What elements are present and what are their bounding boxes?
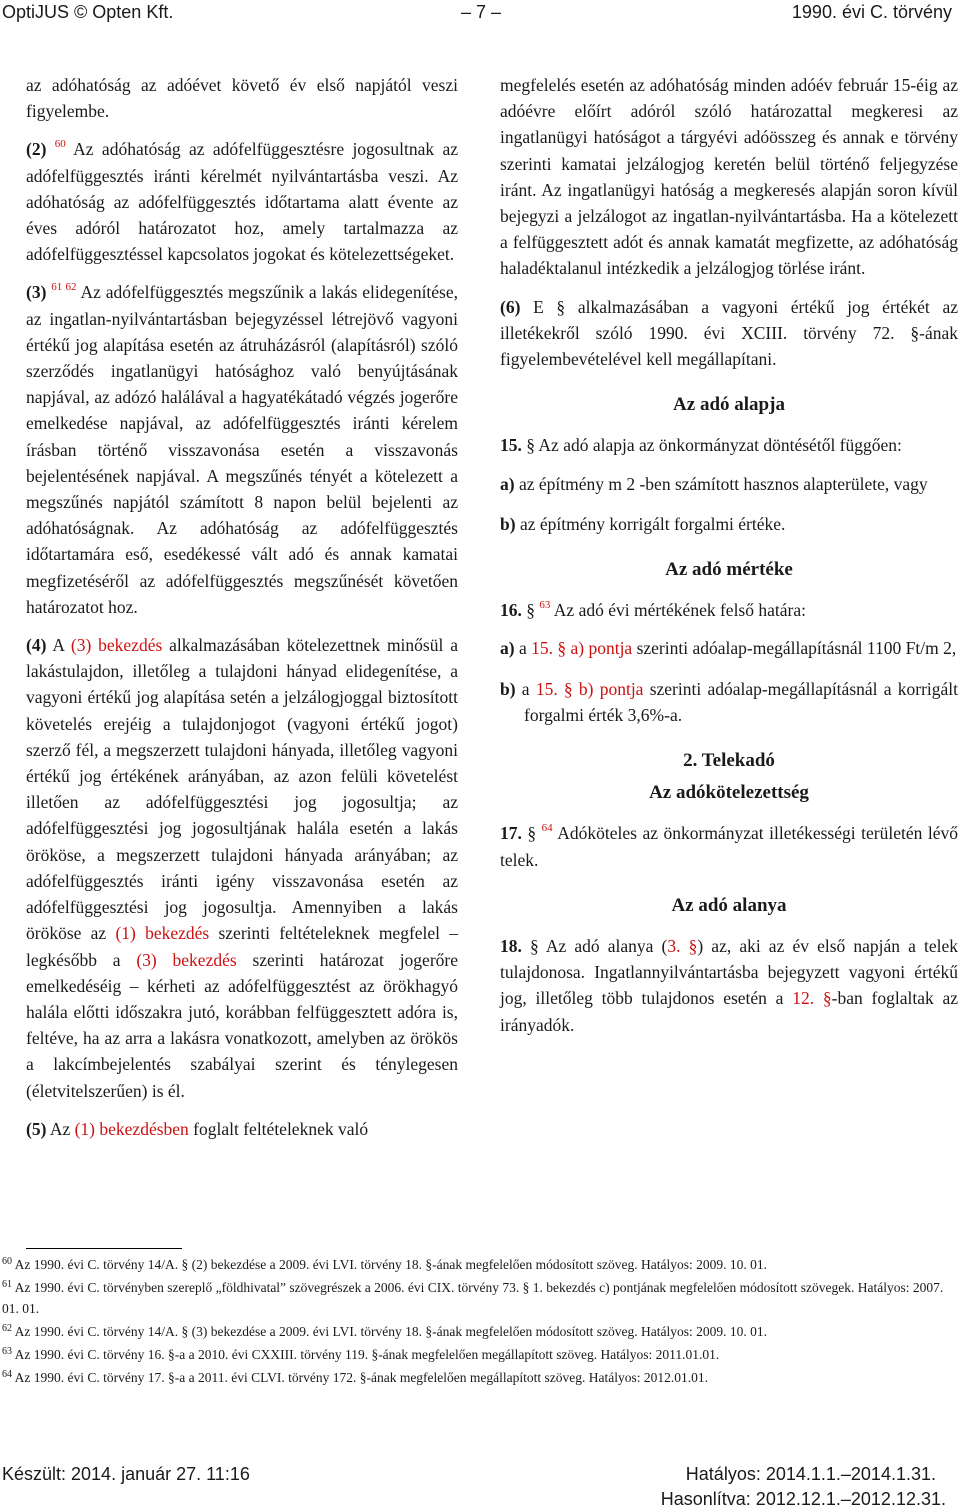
footnote-61: [2, 1277, 958, 1319]
paragraph-4: [26, 632, 458, 1104]
footnote-64: [2, 1367, 958, 1388]
link-1-bekezdesben[interactable]: (1) bekezdésben: [74, 1118, 189, 1139]
paragraph-text: Az: [49, 1118, 71, 1139]
footnote-ref-64[interactable]: 64: [541, 822, 553, 835]
paragraph-text: Az adóhatóság az adófelfüggesztésre jogosultnak az adófelfüggesztés iránti kérelmét nyilvántartásba veszi. Az adóhatóság az adófelfüggesztés időtartama alatt évente az éves adóról határozatot hoz, amely tartalmazza az adófelfüggesztéssel kapcsolatos jogokat és kötelezettségeket.: [26, 139, 459, 265]
header-page-number: – 7 –: [461, 2, 502, 22]
right-column: [500, 72, 958, 1050]
paragraph-text: E § alkalmazásában a vagyoni értékű jog értékét az illetékekről szóló 1990. évi XCIII. törvény 72. §-ának figyelembevételével kell megállapítani.: [500, 296, 958, 370]
section-text: ) az, aki az év első napján a telek tulajdonosa. Ingatlannyilvántartásba bejegyzett vagyoni értékű jog, illetőleg több tulajdonos esetén a: [500, 936, 959, 1009]
header-law-title: 1990. évi C. törvény: [791, 2, 952, 22]
paragraph-label: (2): [26, 139, 47, 160]
section-text: -ban foglaltak az irányadók.: [500, 988, 959, 1035]
section-17: [500, 820, 958, 872]
paragraph-text: alkalmazásában kötelezettnek minősül a lakástulajdon, illetőleg a tulajdoni hányad elidegenítése, a vagyoni értékű jog alapítása setén a jelzálogjoggal biztosított követelés erejéig a tulajdonjogot (vagyoni értékű jogot) szerző fél, a megszerzett tulajdoni hányada, illetőleg vagyoni értékű jog értékének arányában, az azon felüli követelést illetően az adófelfüggesztési jog jogosultja; az adófelfüggesztési jog jogosultjának halála esetén a lakás örököse, a megszerzett tulajdoni hányada arányában; az adófelfüggesztés iránti igény visszavonása esetén az adófelfüggesztési jog jogosultja. Amennyiben a lakás örököse az: [26, 635, 458, 944]
list-item-16a: [500, 635, 958, 661]
section-sign: §: [527, 823, 537, 844]
link-3-bekezdes[interactable]: (3) bekezdés: [70, 635, 163, 656]
footnote-text: Az 1990. évi C. törvény 14/A. § (3) bekezdése a 2009. évi LVI. törvény 18. §-ának megfelelően módosított szöveg. Hatályos: 2009. 10. 01.: [14, 1324, 767, 1339]
footnotes: [2, 1254, 958, 1390]
section-sign: §: [526, 600, 535, 621]
section-heading-mertek: Az adó mértéke: [665, 559, 793, 581]
item-text: az építmény korrigált forgalmi értéke.: [519, 513, 786, 534]
item-text: az építmény m 2 -ben számított hasznos alapterülete, vagy: [518, 473, 928, 494]
paragraph-label: (3): [26, 282, 47, 303]
footnote-60: [2, 1254, 958, 1275]
list-item-16b: [500, 676, 958, 728]
paragraph-text: szerinti feltételeknek megfelel – legkésőbb a: [26, 923, 459, 970]
item-text: a: [518, 638, 527, 659]
paragraph-6: [500, 294, 958, 373]
footnote-text: Az 1990. évi C. törvényben szereplő „földhivatal” szövegrészek a 2006. évi CIX. törvény 73. § 1. bekezdés c) pontjának megfelelően módosított szövegek. Hatályos: 2007. 01. 01.: [2, 1280, 944, 1316]
paragraph-continuation: az adóhatóság az adóévet követő év első napjától veszi figyelembe.: [26, 75, 458, 122]
section-number: 17.: [500, 823, 522, 844]
footnote-63: [2, 1344, 958, 1365]
footnote-ref-60[interactable]: 60: [54, 138, 66, 151]
list-item-15a: [500, 471, 958, 497]
footer-effective: Hatályos: 2014.1.1.–2014.1.31.: [685, 1464, 936, 1484]
footnote-text: Az 1990. évi C. törvény 14/A. § (2) bekezdése a 2009. évi LVI. törvény 18. §-ának megfelelően módosított szöveg. Hatályos: 2009. 10. 01.: [14, 1257, 767, 1272]
footnote-text: Az 1990. évi C. törvény 16. §-a a 2010. évi CXXIII. törvény 119. §-ának megfelelően megállapított szöveg. Hatályos: 2011.01.01.: [14, 1347, 720, 1362]
paragraph-label: (4): [26, 635, 47, 656]
left-column: [26, 72, 458, 1154]
item-label: b): [500, 513, 516, 534]
footnote-number: 61: [2, 1279, 12, 1290]
page-header: [0, 0, 960, 26]
section-number: 18.: [500, 936, 522, 957]
link-15-a[interactable]: 15. § a) pontja: [531, 638, 633, 659]
footer-compared: Hasonlítva: 2012.12.1.–2012.12.31.: [660, 1489, 946, 1509]
paragraph-text: foglalt feltételeknek való: [193, 1118, 369, 1139]
section-heading-adokotelezettseg: Az adókötelezettség: [649, 782, 809, 804]
chapter-heading-telekado: 2. Telekadó: [683, 750, 775, 772]
footnote-number: 62: [2, 1323, 12, 1334]
section-15: [500, 432, 958, 458]
paragraph-text: Az adófelfüggesztés megszűnik a lakás elidegenítése, az ingatlan-nyilvántartásban bejegyzéssel létrejövő vagyoni értékű jog alapítása esetén az átruházásról (alapításról) szóló szerződés ingatlanügyi hatósághoz való benyújtásának napjával, az adózó halálával a hagyatékátadó végzés jogerőre emelkedése napjával, az adófelfüggesztés iránti kérelem írásban történő visszavonása esetén a visszavonás bejelentésének napjával. A megszűnés tényét a kötelezett a megszűnés napjától számított 8 napon belül bejelenti az adóhatóságnak. Az adóhatóság az adófelfüggesztés időtartamára eső, esedékessé vált adó és annak kamatai megfizetéséről az adófelfüggesztés megszűnését követően határozatot hoz.: [26, 282, 459, 617]
section-text: Az adó évi mértékének felső határa:: [553, 600, 806, 621]
paragraph-text: A: [52, 635, 64, 656]
item-label: a): [500, 638, 515, 659]
paragraph-5: [26, 1116, 458, 1142]
link-3-bekezdes-2[interactable]: (3) bekezdés: [136, 949, 237, 970]
footnote-number: 64: [2, 1369, 12, 1380]
footnote-ref-63[interactable]: 63: [539, 599, 551, 612]
footnote-text: Az 1990. évi C. törvény 17. §-a a 2011. évi CLVI. törvény 172. §-ának megfelelően megállapított szöveg. Hatályos: 2012.01.01.: [14, 1370, 708, 1385]
link-3-paragraph[interactable]: 3. §: [667, 936, 698, 957]
item-text: szerinti adóalap-megállapításnál 1100 Ft/m 2,: [636, 638, 957, 659]
paragraph-label: (5): [26, 1118, 47, 1139]
section-16: [500, 597, 958, 623]
paragraph-label: (6): [500, 296, 521, 317]
list-item-15b: [500, 511, 958, 537]
footnote-ref-61-62[interactable]: 61 62: [51, 281, 77, 294]
item-label: b): [500, 678, 516, 699]
paragraph-3: [26, 279, 458, 620]
link-15-b[interactable]: 15. § b) pontja: [535, 678, 644, 699]
item-text: a: [521, 678, 530, 699]
section-number: 16.: [500, 600, 522, 621]
link-1-bekezdes[interactable]: (1) bekezdés: [115, 923, 210, 944]
link-12-paragraph[interactable]: 12. §: [792, 988, 832, 1009]
item-label: a): [500, 473, 515, 494]
section-heading-adoalany: Az adó alanya: [671, 894, 787, 916]
paragraph-2: [26, 136, 458, 267]
section-text: § Az adó alanya (: [529, 936, 668, 957]
item-text: szerinti adóalap-megállapításnál a korrigált forgalmi érték 3,6%-a.: [524, 678, 958, 725]
paragraph-text: szerinti határozat jogerőre emelkedéséig – kérheti az adófelfüggesztést az örökhagyó halála előtti időszakra jutó, korábban felfüggesztett adóra is, feltéve, ha az arra a lakásra vonatkozott, amelyben az örökös a lakcímbejelentés szabályai szerint és ténylegesen (életvitelszerűen) is él.: [26, 949, 458, 1101]
section-number: 15.: [500, 435, 522, 456]
section-text: Adóköteles az önkormányzat illetékességi területén lévő telek.: [500, 823, 958, 870]
section-18: [500, 933, 958, 1038]
footnote-divider: [26, 1248, 182, 1249]
footnote-62: [2, 1321, 958, 1342]
header-publisher: OptiJUS © Opten Kft.: [2, 2, 174, 22]
paragraph-5-continuation: megfelelés esetén az adóhatóság minden adóév február 15-éig az adóévre előírt adóról szóló határozattal megkeresi az ingatlanügyi hatóságot a tárgyévi adóösszeg és annak e törvény szerinti kamatai jelzálogjog keretén belül történő feljegyzése iránt. Az ingatlanügyi hatóság a megkeresés alapján soron kívül bejegyzi a jelzálogot az ingatlan-nyilvántartásba. Ha a kötelezett a felfüggesztett adót és annak kamatát megfizette, az adóhatóság haladéktalanul intézkedik a jelzálogjog törlése iránt.: [500, 75, 958, 279]
footnote-number: 63: [2, 1346, 12, 1357]
footer-created: Készült: 2014. január 27. 11:16: [2, 1464, 250, 1484]
section-text: § Az adó alapja az önkormányzat döntésétől függően:: [526, 435, 902, 456]
footnote-number: 60: [2, 1256, 12, 1267]
section-heading-adoalap: Az adó alapja: [673, 394, 785, 416]
